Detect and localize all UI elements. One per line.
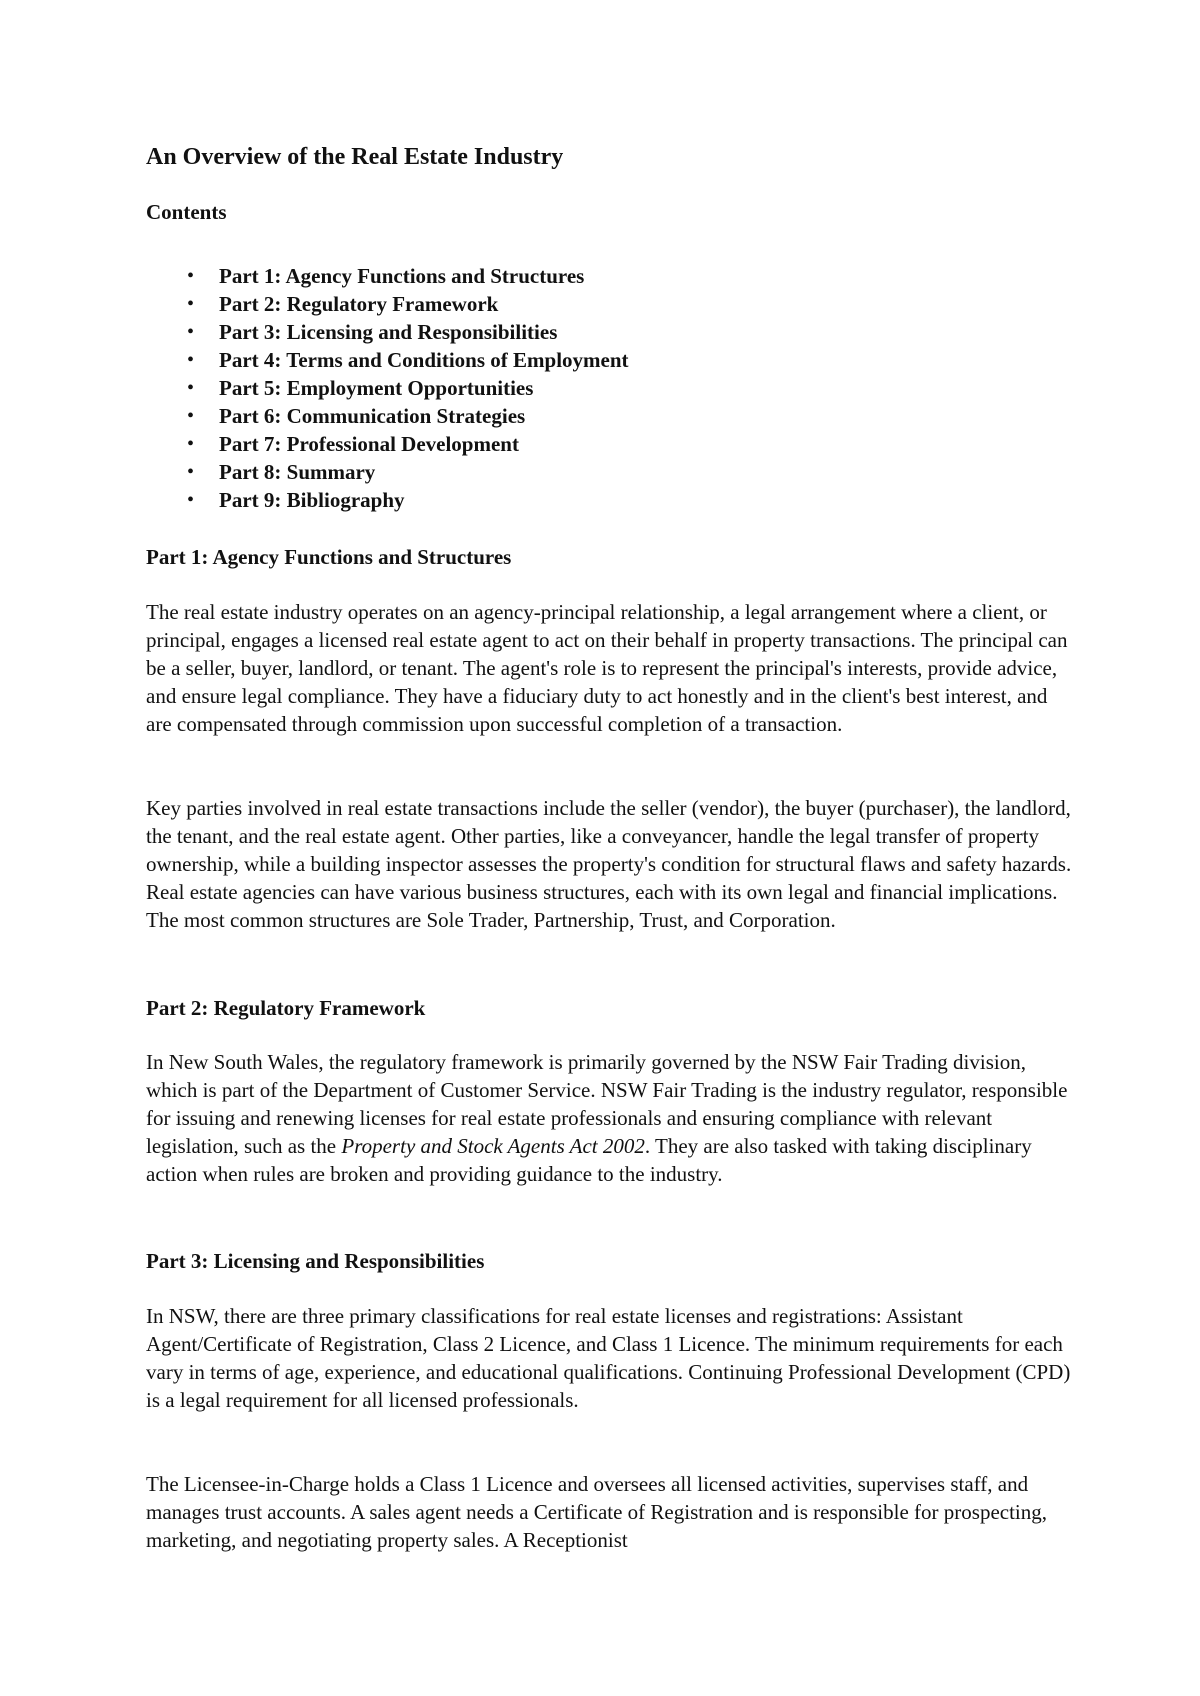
part1-heading: Part 1: Agency Functions and Structures xyxy=(146,545,512,569)
bullet-icon: • xyxy=(187,349,195,371)
toc-item-label: Part 3: Licensing and Responsibilities xyxy=(219,320,558,344)
toc-item-label: Part 5: Employment Opportunities xyxy=(219,376,534,400)
part2-text-before: In New South Wales, the regulatory framework is primarily governed by the NSW Fair Trading division, which is part of the Department of Customer Service. NSW Fair Trading is the industry regulator, responsible for issuing and renewing licenses for real estate professionals and ensuring compliance with relevant legislation, such as the xyxy=(146,1050,1068,1158)
toc-item-label: Part 6: Communication Strategies xyxy=(219,404,526,428)
toc-item xyxy=(146,458,629,486)
bullet-icon: • xyxy=(187,405,195,427)
part3-paragraph-1: In NSW, there are three primary classifications for real estate licenses and registrations: Assistant Agent/Certificate of Registration, Class 2 Licence, and Class 1 Licence. The minimum requirements for each vary in terms of age, experience, and educational qualifications. Continuing Professional Development (CPD) is a legal requirement for all licensed professionals. xyxy=(146,1304,1071,1412)
part2-heading: Part 2: Regulatory Framework xyxy=(146,996,426,1020)
bullet-icon: • xyxy=(187,489,195,511)
toc-item xyxy=(146,486,629,514)
bullet-icon: • xyxy=(187,321,195,343)
toc-item-label: Part 1: Agency Functions and Structures xyxy=(219,264,585,288)
toc-item xyxy=(146,318,629,346)
part1-paragraph-1: The real estate industry operates on an agency-principal relationship, a legal arrangement where a client, or principal, engages a licensed real estate agent to act on their behalf in property transactions. The principal can be a seller, buyer, landlord, or tenant. The agent's role is to represent the principal's interests, provide advice, and ensure legal compliance. They have a fiduciary duty to act honestly and in the client's best interest, and are compensated through commission upon successful completion of a transaction. xyxy=(146,600,1068,736)
toc-item-label: Part 2: Regulatory Framework xyxy=(219,292,499,316)
contents-heading: Contents xyxy=(146,200,227,224)
part2-text-after: . They are also tasked with taking disciplinary action when rules are broken and providing guidance to the industry. xyxy=(146,1134,1032,1186)
bullet-icon: • xyxy=(187,377,195,399)
part3-paragraph-2: The Licensee-in-Charge holds a Class 1 Licence and oversees all licensed activities, supervises staff, and manages trust accounts. A sales agent needs a Certificate of Registration and is responsible for prospecting, marketing, and negotiating property sales. A Receptionist xyxy=(146,1472,1048,1552)
bullet-icon: • xyxy=(187,461,195,483)
toc-item xyxy=(146,290,629,318)
toc-item xyxy=(146,346,629,374)
toc-item xyxy=(146,430,629,458)
toc-item xyxy=(146,262,629,290)
bullet-icon: • xyxy=(187,433,195,455)
bullet-icon: • xyxy=(187,293,195,315)
table-of-contents xyxy=(146,262,629,514)
toc-item xyxy=(146,374,629,402)
act-name: Property and Stock Agents Act 2002 xyxy=(341,1134,645,1158)
toc-item-label: Part 9: Bibliography xyxy=(219,488,405,512)
toc-item-label: Part 7: Professional Development xyxy=(219,432,519,456)
bullet-icon: • xyxy=(187,265,195,287)
toc-item xyxy=(146,402,629,430)
part1-paragraph-2: Key parties involved in real estate transactions include the seller (vendor), the buyer (purchaser), the landlord, the tenant, and the real estate agent. Other parties, like a conveyancer, handle the legal transfer of property ownership, while a building inspector assesses the property's condition for structural flaws and safety hazards. Real estate agencies can have various business structures, each with its own legal and financial implications. The most common structures are Sole Trader, Partnership, Trust, and Corporation. xyxy=(146,796,1072,932)
part3-heading: Part 3: Licensing and Responsibilities xyxy=(146,1249,485,1273)
toc-item-label: Part 4: Terms and Conditions of Employment xyxy=(219,348,629,372)
toc-item-label: Part 8: Summary xyxy=(219,460,376,484)
document-title: An Overview of the Real Estate Industry xyxy=(146,144,564,170)
part2-paragraph-1 xyxy=(146,1048,1076,1188)
